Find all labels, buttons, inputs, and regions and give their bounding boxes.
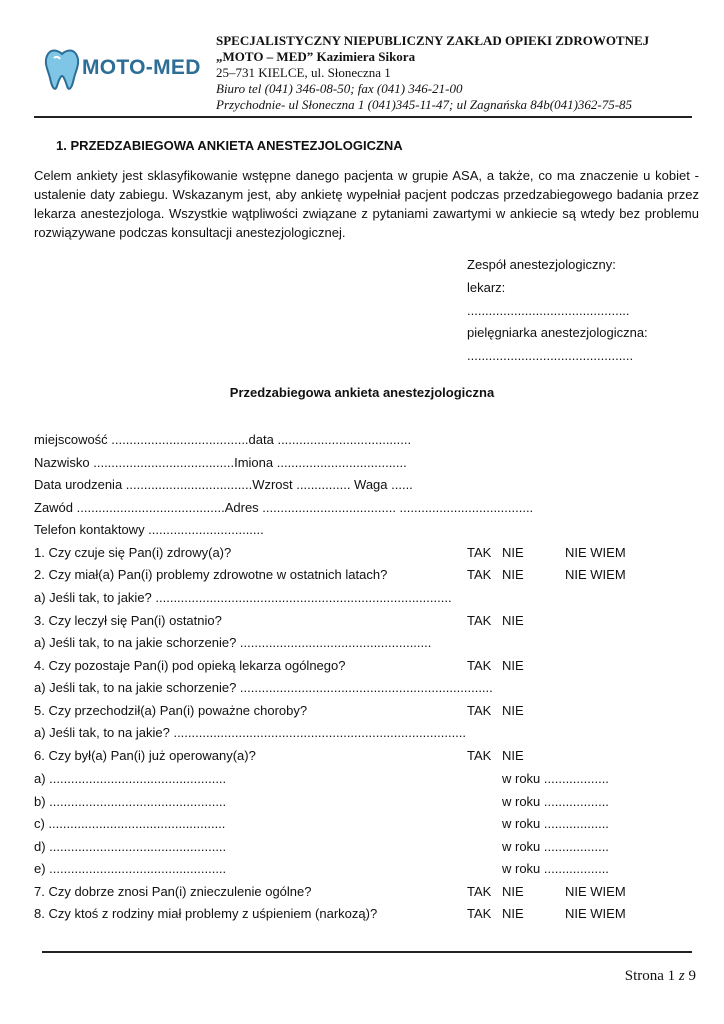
question-5-text: 5. Czy przechodził(a) Pan(i) poważne choroby? <box>34 703 308 718</box>
form-title: Przedzabiegowa ankieta anestezjologiczna <box>229 385 495 400</box>
question-4a-text: a) Jeśli tak, to na jakie schorzenie? ...................................................................... <box>34 680 493 695</box>
field-place-date-text: miejscowość ......................................data ..................................... <box>34 432 412 447</box>
answer-no: NIE <box>502 567 524 582</box>
question-8 <box>34 906 694 924</box>
intro-paragraph: Celem ankiety jest sklasyfikowanie wstępne danego pacjenta w grupie ASA, a także, co ma znaczenie u kobiet - ustalenie daty zabiegu. Wskazanym jest, aby ankietę wypełniał pacjent podczas przedzabiegowego badania przez lekarza anestezjologa. Wszystkie wątpliwości związane z pytaniami zawartymi w ankiecie są wtedy bez problemu rozwiązywane podczas konsultacji anestezjologicznej. <box>34 168 699 240</box>
page-number-total: 9 <box>688 968 696 984</box>
answer-yes: TAK <box>467 703 492 718</box>
answer-no: NIE <box>502 906 524 921</box>
page-number-prefix: Strona 1 <box>624 968 676 984</box>
field-birth-text: Data urodzenia ...................................Wzrost ............... Waga ...... <box>34 477 413 492</box>
doctor-label: lekarz: <box>467 280 506 295</box>
answer-dont-know: NIE WIEM <box>565 567 626 582</box>
answer-no: NIE <box>502 703 524 718</box>
operation-year: w roku .................. <box>502 839 609 854</box>
field-job-address-text: Zawód .........................................Adres ..................................... ..................................... <box>34 500 534 515</box>
section-title: 1. PRZEDZABIEGOWA ANKIETA ANESTEZJOLOGICZNA <box>56 138 403 153</box>
team-heading: Zespół anestezjologiczny: <box>467 257 616 272</box>
operation-c-text: c) ................................................. <box>34 816 226 831</box>
question-6 <box>34 748 694 766</box>
header-divider <box>34 116 692 118</box>
operation-a <box>34 771 694 789</box>
operation-e-text: e) ................................................. <box>34 861 227 876</box>
logo-text: MOTO-MED <box>82 56 201 79</box>
question-2a <box>34 590 694 608</box>
operation-b <box>34 794 694 812</box>
answer-dont-know: NIE WIEM <box>565 906 626 921</box>
question-3a-text: a) Jeśli tak, to na jakie schorzenie? ..................................................... <box>34 635 432 650</box>
operation-year: w roku .................. <box>502 816 609 831</box>
clinic-office-phone: Biuro tel (041) 346-08-50; fax (041) 346-21-00 <box>216 81 463 96</box>
operation-year: w roku .................. <box>502 861 609 876</box>
question-1 <box>34 545 694 563</box>
field-place-date <box>34 432 694 450</box>
answer-yes: TAK <box>467 658 492 673</box>
question-7-text: 7. Czy dobrze znosi Pan(i) znieczulenie ogólne? <box>34 884 312 899</box>
field-phone-text: Telefon kontaktowy ................................ <box>34 522 264 537</box>
field-phone <box>34 522 694 540</box>
question-7 <box>34 884 694 902</box>
question-3-text: 3. Czy leczył się Pan(i) ostatnio? <box>34 613 222 628</box>
doctor-signature-line: ............................................. <box>467 303 630 318</box>
answer-dont-know: NIE WIEM <box>565 545 626 560</box>
answer-yes: TAK <box>467 748 492 763</box>
question-8-text: 8. Czy ktoś z rodziny miał problemy z uśpieniem (narkozą)? <box>34 906 378 921</box>
operation-b-text: b) ................................................. <box>34 794 227 809</box>
question-6-text: 6. Czy był(a) Pan(i) już operowany(a)? <box>34 748 256 763</box>
answer-no: NIE <box>502 884 524 899</box>
field-job-address <box>34 500 694 518</box>
operation-year: w roku .................. <box>502 794 609 809</box>
answer-yes: TAK <box>467 613 492 628</box>
question-5a-text: a) Jeśli tak, to na jakie? ................................................................................. <box>34 725 467 740</box>
question-5a <box>34 725 694 743</box>
operation-a-text: a) ................................................. <box>34 771 227 786</box>
question-2 <box>34 567 694 585</box>
nurse-label: pielęgniarka anestezjologiczna: <box>467 325 648 340</box>
page-number-of: z <box>678 968 685 984</box>
answer-no: NIE <box>502 748 524 763</box>
company-logo <box>42 46 208 94</box>
answer-no: NIE <box>502 658 524 673</box>
answer-yes: TAK <box>467 884 492 899</box>
question-1-text: 1. Czy czuje się Pan(i) zdrowy(a)? <box>34 545 232 560</box>
nurse-signature-line: .............................................. <box>467 348 634 363</box>
answer-no: NIE <box>502 545 524 560</box>
question-2a-text: a) Jeśli tak, to jakie? .................................................................................. <box>34 590 452 605</box>
clinic-owner: „MOTO – MED” Kazimiera Sikora <box>216 49 416 64</box>
question-3 <box>34 613 694 631</box>
operation-e <box>34 861 694 879</box>
field-birth <box>34 477 694 495</box>
field-name <box>34 455 694 473</box>
question-4a <box>34 680 694 698</box>
operation-d-text: d) ................................................. <box>34 839 227 854</box>
question-3a <box>34 635 694 653</box>
clinic-branches: Przychodnie- ul Słoneczna 1 (041)345-11-47; ul Zagnańska 84b(041)362-75-85 <box>216 97 633 112</box>
question-4-text: 4. Czy pozostaje Pan(i) pod opieką lekarza ogólnego? <box>34 658 346 673</box>
operation-year: w roku .................. <box>502 771 609 786</box>
page-number <box>625 968 696 985</box>
question-2-text: 2. Czy miał(a) Pan(i) problemy zdrowotne w ostatnich latach? <box>34 567 388 582</box>
tooth-logo-icon <box>42 48 82 94</box>
footer-divider <box>42 951 692 953</box>
answer-yes: TAK <box>467 567 492 582</box>
answer-dont-know: NIE WIEM <box>565 884 626 899</box>
field-name-text: Nazwisko .......................................Imiona .................................... <box>34 455 407 470</box>
operation-c <box>34 816 694 834</box>
answer-yes: TAK <box>467 906 492 921</box>
question-5 <box>34 703 694 721</box>
answer-no: NIE <box>502 613 524 628</box>
clinic-name: SPECJALISTYCZNY NIEPUBLICZNY ZAKŁAD OPIEKI ZDROWOTNEJ <box>216 33 650 48</box>
question-4 <box>34 658 694 676</box>
answer-yes: TAK <box>467 545 492 560</box>
operation-d <box>34 839 694 857</box>
clinic-address: 25–731 KIELCE, ul. Słoneczna 1 <box>216 65 391 80</box>
